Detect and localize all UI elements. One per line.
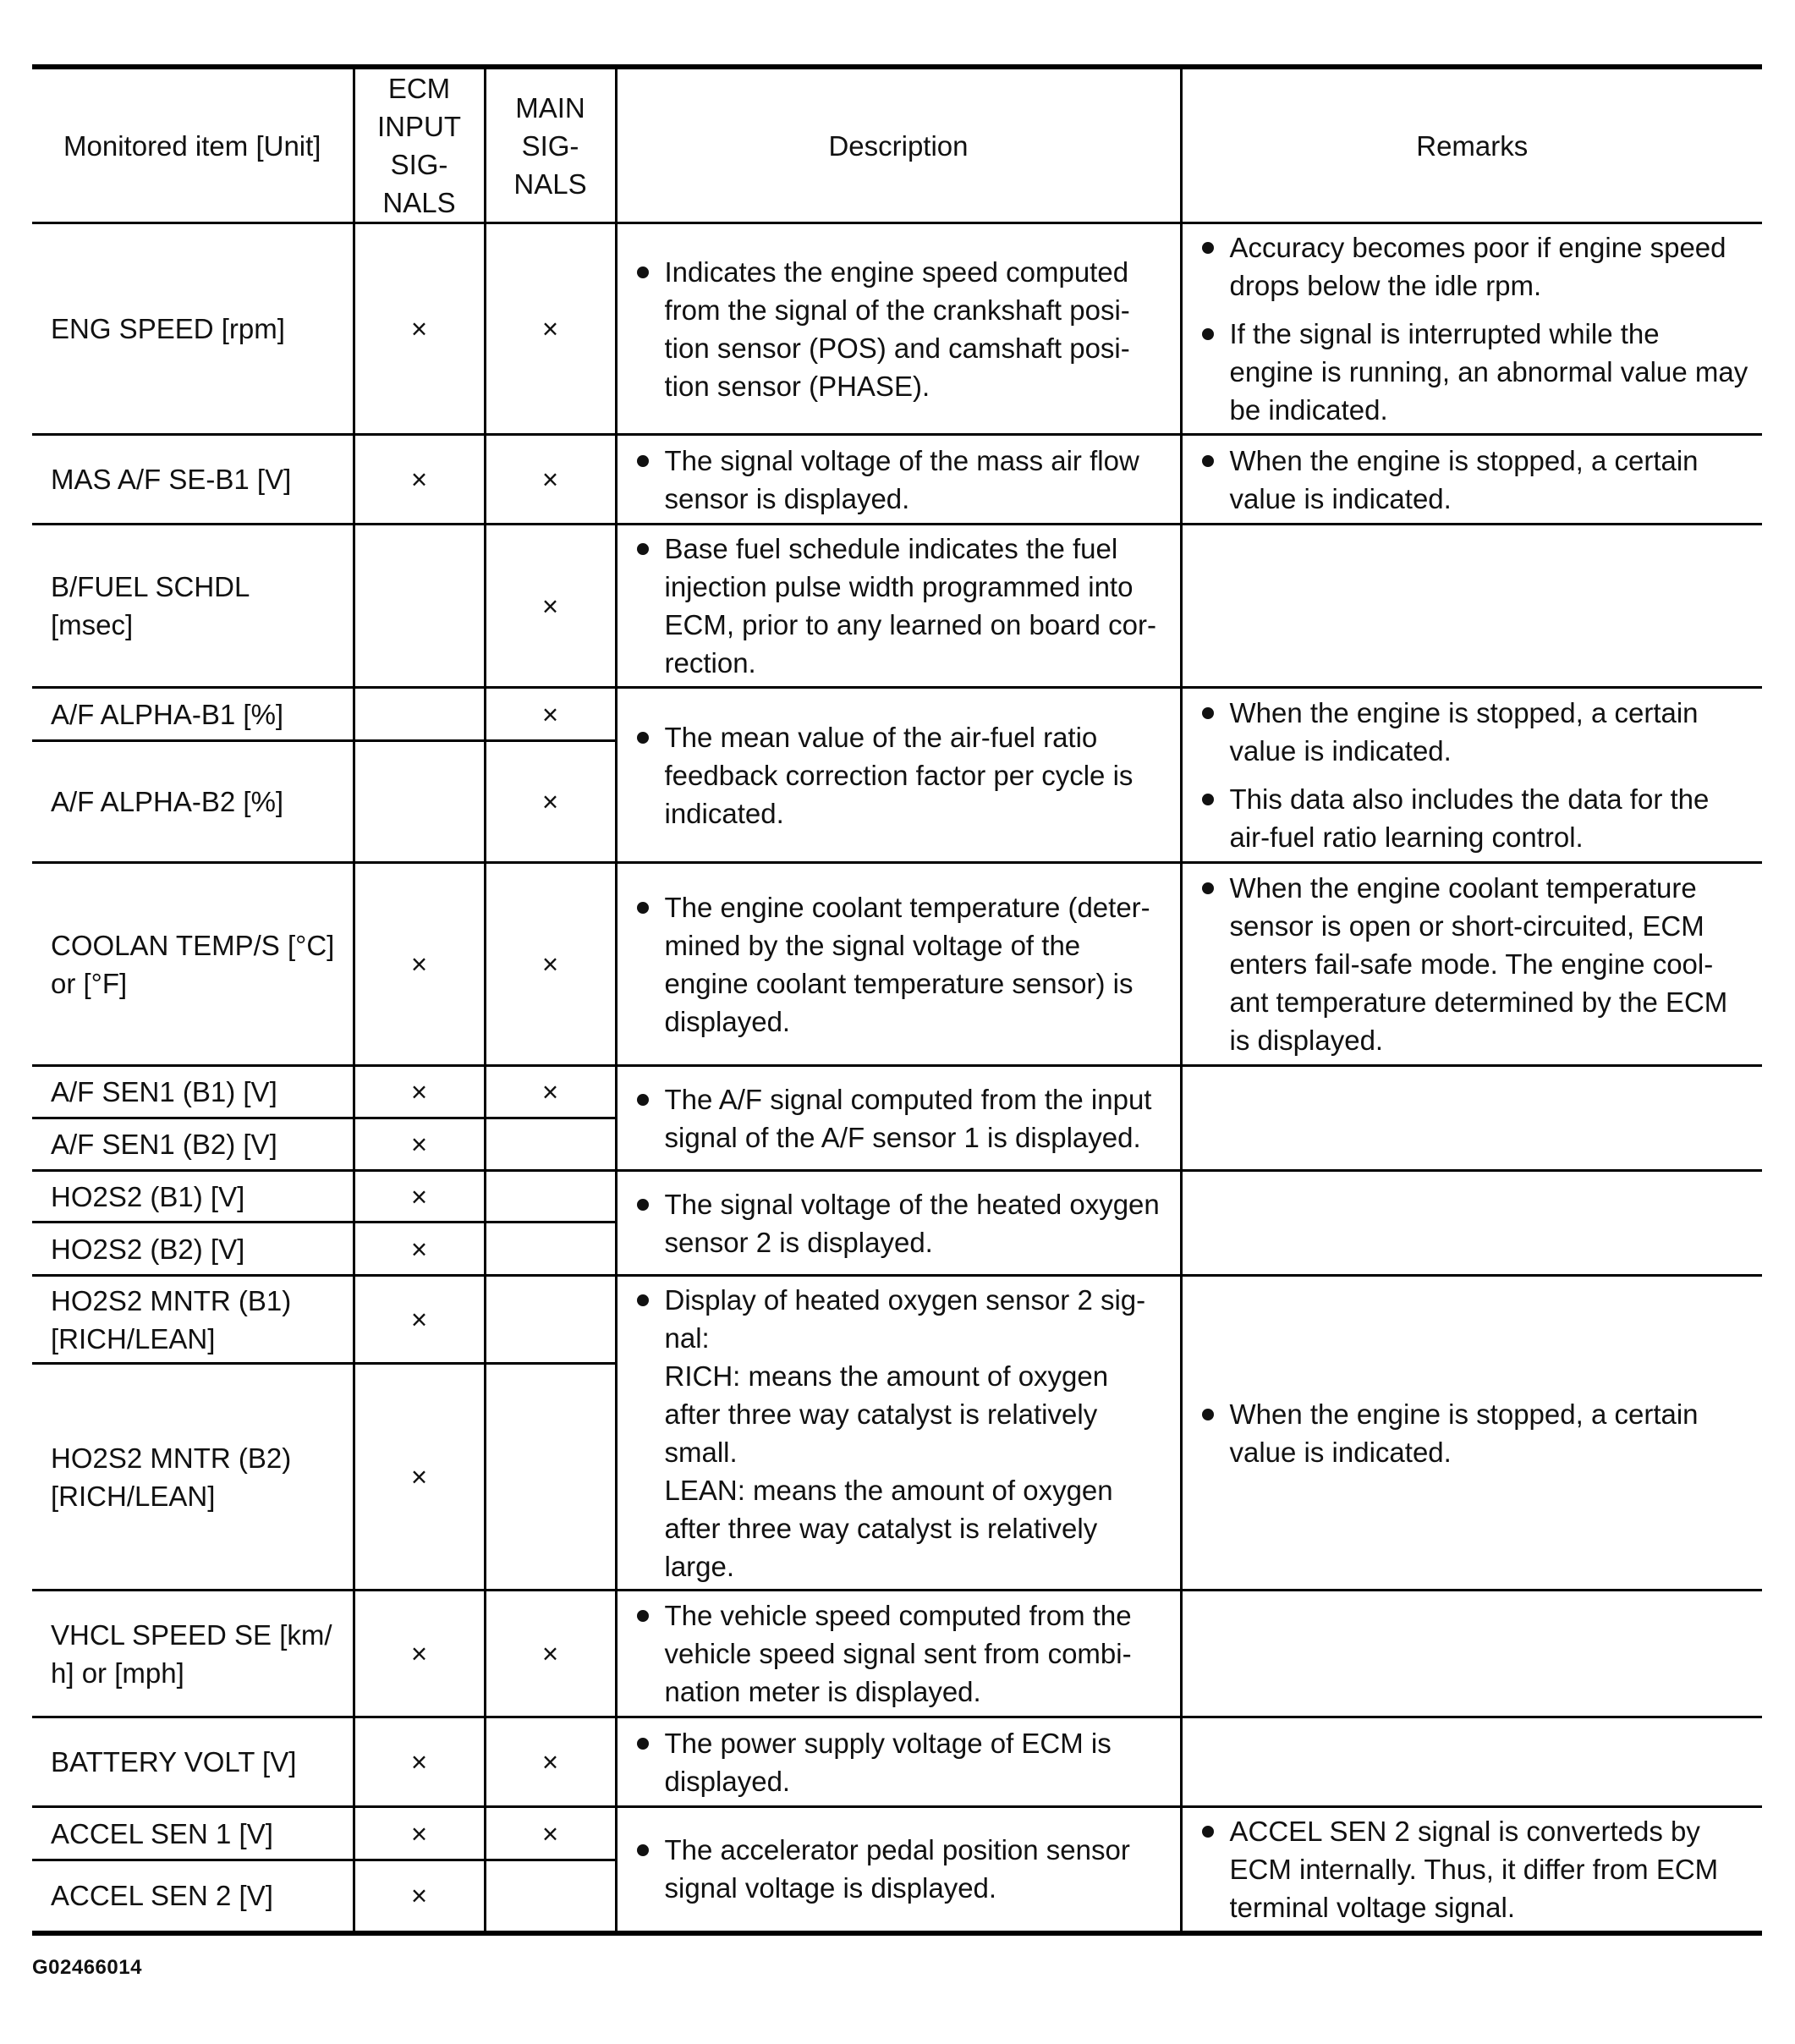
- table-row: [32, 1807, 1762, 1860]
- ecm-input-mark: [354, 741, 485, 863]
- remarks-cell: [1181, 525, 1762, 688]
- remark-text: When the engine is stopped, a certain value is indicated.: [1199, 694, 1751, 770]
- ecm-input-mark: ×: [354, 1118, 485, 1171]
- table-row: [32, 1591, 1762, 1717]
- table-row: [32, 435, 1762, 525]
- remark-text: This data also includes the data for the air-fuel ratio learning control.: [1199, 780, 1751, 856]
- description-cell: [616, 435, 1181, 525]
- description-text: The power supply voltage of ECM is displayed.: [634, 1724, 1168, 1800]
- table-row: [32, 525, 1762, 688]
- description-text: The signal voltage of the heated oxygen sensor 2 is displayed.: [634, 1185, 1168, 1261]
- main-signal-mark: ×: [485, 525, 616, 688]
- main-signal-mark: [485, 1364, 616, 1591]
- description-cell: [616, 1717, 1181, 1807]
- description-text: The mean value of the air-fuel ratio feedback correction factor per cycle is indicated.: [634, 718, 1168, 832]
- header-description: Description: [616, 67, 1181, 223]
- ecm-input-mark: ×: [354, 1717, 485, 1807]
- remarks-cell: [1181, 1591, 1762, 1717]
- ecm-input-mark: ×: [354, 1807, 485, 1860]
- remark-text: ACCEL SEN 2 signal is converteds by ECM internally. Thus, it differ from ECM terminal voltage signal.: [1199, 1812, 1751, 1926]
- main-signal-mark: [485, 1118, 616, 1171]
- main-signal-mark: ×: [485, 223, 616, 435]
- remarks-cell: [1181, 223, 1762, 435]
- description-text: The vehicle speed computed from the vehicle speed signal sent from combi- nation meter is displayed.: [634, 1596, 1168, 1711]
- description-text: The accelerator pedal position sensor signal voltage is displayed.: [634, 1831, 1168, 1907]
- description-cell: [616, 1171, 1181, 1276]
- description-rich-text: RICH: means the amount of oxygen after three way catalyst is relatively small.: [664, 1360, 1109, 1468]
- main-signal-mark: ×: [485, 1066, 616, 1118]
- main-signal-mark: [485, 1860, 616, 1933]
- description-text: The A/F signal computed from the input signal of the A/F sensor 1 is displayed.: [634, 1080, 1168, 1157]
- remark-text: Accuracy becomes poor if engine speed drops below the idle rpm.: [1199, 228, 1751, 305]
- description-lean-text: LEAN: means the amount of oxygen after three way catalyst is relatively large.: [664, 1474, 1113, 1582]
- remark-text: When the engine is stopped, a certain value is indicated.: [1199, 1395, 1751, 1471]
- ecm-input-mark: [354, 525, 485, 688]
- ecm-input-mark: ×: [354, 223, 485, 435]
- main-signal-mark: ×: [485, 688, 616, 741]
- ecm-input-mark: ×: [354, 1171, 485, 1223]
- description-cell: [616, 1591, 1181, 1717]
- ecm-input-mark: ×: [354, 1860, 485, 1933]
- ecm-input-mark: ×: [354, 1364, 485, 1591]
- remarks-cell: [1181, 1717, 1762, 1807]
- table-row: [32, 863, 1762, 1066]
- ecm-input-mark: ×: [354, 435, 485, 525]
- monitored-item: A/F ALPHA-B1 [%]: [32, 688, 354, 741]
- ecm-input-mark: ×: [354, 1223, 485, 1276]
- monitored-item: A/F SEN1 (B2) [V]: [32, 1118, 354, 1171]
- monitored-item: MAS A/F SE-B1 [V]: [32, 435, 354, 525]
- remarks-cell: [1181, 863, 1762, 1066]
- header-remarks: Remarks: [1181, 67, 1762, 223]
- table-row: [32, 1276, 1762, 1364]
- ecm-input-mark: ×: [354, 1066, 485, 1118]
- remarks-cell: [1181, 1807, 1762, 1933]
- header-main-signals: MAIN SIG- NALS: [485, 67, 616, 223]
- data-monitor-table: [32, 64, 1762, 1936]
- remarks-cell: [1181, 435, 1762, 525]
- monitored-item: VHCL SPEED SE [km/ h] or [mph]: [32, 1591, 354, 1717]
- monitored-item: HO2S2 (B2) [V]: [32, 1223, 354, 1276]
- monitored-item: HO2S2 (B1) [V]: [32, 1171, 354, 1223]
- description-text: The signal voltage of the mass air flow sensor is displayed.: [634, 442, 1168, 518]
- table-row: [32, 688, 1762, 741]
- figure-id: G02466014: [32, 1956, 142, 1979]
- table-row: [32, 1171, 1762, 1223]
- main-signal-mark: [485, 1171, 616, 1223]
- table-row: [32, 1717, 1762, 1807]
- main-signal-mark: ×: [485, 863, 616, 1066]
- remarks-cell: [1181, 1276, 1762, 1591]
- remarks-cell: [1181, 1171, 1762, 1276]
- monitored-item: ENG SPEED [rpm]: [32, 223, 354, 435]
- ecm-input-mark: ×: [354, 1276, 485, 1364]
- description-cell: [616, 525, 1181, 688]
- main-signal-mark: [485, 1223, 616, 1276]
- header-monitored-item: Monitored item [Unit]: [32, 67, 354, 223]
- remarks-cell: [1181, 1066, 1762, 1171]
- ecm-input-mark: ×: [354, 863, 485, 1066]
- monitored-item: HO2S2 MNTR (B1) [RICH/LEAN]: [32, 1276, 354, 1364]
- description-cell: [616, 223, 1181, 435]
- main-signal-mark: [485, 1276, 616, 1364]
- main-signal-mark: ×: [485, 1807, 616, 1860]
- description-text: Base fuel schedule indicates the fuel injection pulse width programmed into ECM, prior to any learned on board cor- rection.: [634, 530, 1168, 682]
- main-signal-mark: ×: [485, 435, 616, 525]
- monitored-item: A/F SEN1 (B1) [V]: [32, 1066, 354, 1118]
- monitored-item: A/F ALPHA-B2 [%]: [32, 741, 354, 863]
- main-signal-mark: ×: [485, 1717, 616, 1807]
- monitored-item: B/FUEL SCHDL [msec]: [32, 525, 354, 688]
- remark-text: When the engine coolant temperature sensor is open or short-circuited, ECM enters fail-safe mode. The engine cool- ant temperature determined by the ECM is displayed.: [1199, 869, 1751, 1059]
- description-cell: [616, 863, 1181, 1066]
- monitored-item: BATTERY VOLT [V]: [32, 1717, 354, 1807]
- description-text: The engine coolant temperature (deter- mined by the signal voltage of the engine coolant temperature sensor) is displayed.: [634, 888, 1168, 1041]
- description-text: Indicates the engine speed computed from the signal of the crankshaft posi- tion sensor (POS) and camshaft posi- tion sensor (PHASE).: [634, 253, 1168, 405]
- monitored-item: ACCEL SEN 1 [V]: [32, 1807, 354, 1860]
- monitored-item: COOLAN TEMP/S [°C] or [°F]: [32, 863, 354, 1066]
- description-cell: [616, 1066, 1181, 1171]
- header-ecm-input-signals: ECM INPUT SIG- NALS: [354, 67, 485, 223]
- ecm-input-mark: [354, 688, 485, 741]
- table-row: [32, 223, 1762, 435]
- description-cell: [616, 688, 1181, 863]
- table-row: [32, 1066, 1762, 1118]
- monitored-item: ACCEL SEN 2 [V]: [32, 1860, 354, 1933]
- table-header-row: [32, 67, 1762, 223]
- main-signal-mark: ×: [485, 1591, 616, 1717]
- remarks-cell: [1181, 688, 1762, 863]
- monitored-item: HO2S2 MNTR (B2) [RICH/LEAN]: [32, 1364, 354, 1591]
- description-text: Display of heated oxygen sensor 2 sig- nal:: [634, 1281, 1168, 1357]
- description-cell: [616, 1276, 1181, 1591]
- main-signal-mark: ×: [485, 741, 616, 863]
- remark-text: When the engine is stopped, a certain value is indicated.: [1199, 442, 1751, 518]
- description-cell: [616, 1807, 1181, 1933]
- remark-text: If the signal is interrupted while the engine is running, an abnormal value may be indicated.: [1199, 315, 1751, 429]
- ecm-input-mark: ×: [354, 1591, 485, 1717]
